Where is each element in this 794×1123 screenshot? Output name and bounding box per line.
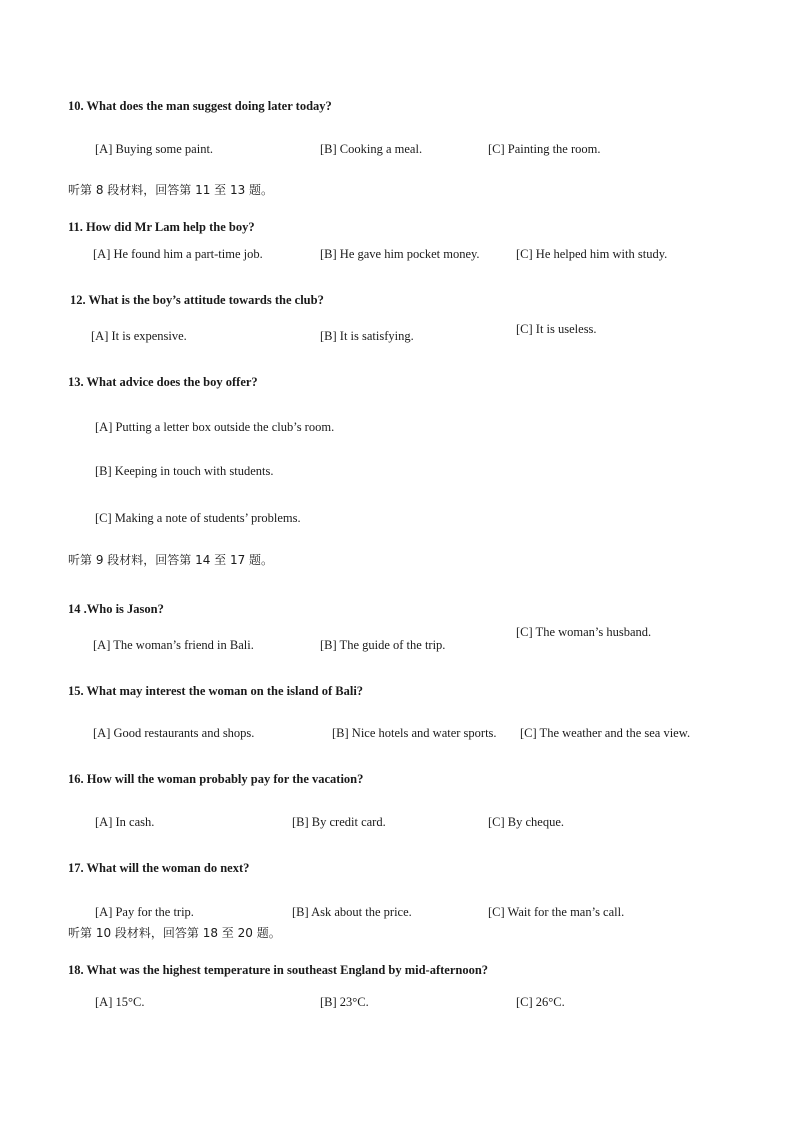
question-10-option-a: [A] Buying some paint.	[95, 142, 214, 156]
question-15-option-b: [B] Nice hotels and water sports.	[332, 726, 497, 740]
question-18-option-a: [A] 15°C.	[95, 995, 145, 1009]
question-10-option-b: [B] Cooking a meal.	[320, 142, 423, 156]
section-10-instruction: 听第 10 段材料，回答第 18 至 20 题。	[68, 926, 281, 940]
question-16-option-c: [C] By cheque.	[488, 815, 565, 829]
question-11-option-a: [A] He found him a part-time job.	[93, 247, 263, 261]
question-16-option-a: [A] In cash.	[95, 815, 155, 829]
question-17-option-b: [B] Ask about the price.	[292, 905, 412, 919]
question-13-option-a: [A] Putting a letter box outside the club’s room.	[95, 420, 335, 434]
question-17-prompt: 17. What will the woman do next?	[68, 861, 250, 875]
question-18-prompt: 18. What was the highest temperature in southeast England by mid-afternoon?	[68, 963, 489, 977]
question-10-prompt: 10. What does the man suggest doing later today?	[68, 99, 332, 113]
question-18-option-c: [C] 26°C.	[516, 995, 565, 1009]
question-15-prompt: 15. What may interest the woman on the island of Bali?	[68, 684, 364, 698]
question-11-prompt: 11. How did Mr Lam help the boy?	[68, 220, 255, 234]
question-12-prompt: 12. What is the boy’s attitude towards the club?	[70, 293, 324, 307]
question-11-option-c: [C] He helped him with study.	[516, 247, 668, 261]
section-8-instruction: 听第 8 段材料，回答第 11 至 13 题。	[68, 183, 274, 197]
question-13-option-c: [C] Making a note of students’ problems.	[95, 511, 301, 525]
question-16-option-b: [B] By credit card.	[292, 815, 386, 829]
question-17-option-a: [A] Pay for the trip.	[95, 905, 194, 919]
question-12-option-c: [C] It is useless.	[516, 322, 597, 336]
section-9-instruction: 听第 9 段材料，回答第 14 至 17 题。	[68, 553, 274, 567]
question-16-prompt: 16. How will the woman probably pay for the vacation?	[68, 772, 364, 786]
question-10-option-c: [C] Painting the room.	[488, 142, 601, 156]
question-13-option-b: [B] Keeping in touch with students.	[95, 464, 274, 478]
question-15-option-a: [A] Good restaurants and shops.	[93, 726, 255, 740]
question-18-option-b: [B] 23°C.	[320, 995, 369, 1009]
question-14-option-b: [B] The guide of the trip.	[320, 638, 446, 652]
question-13-prompt: 13. What advice does the boy offer?	[68, 375, 258, 389]
question-11-option-b: [B] He gave him pocket money.	[320, 247, 480, 261]
question-14-option-a: [A] The woman’s friend in Bali.	[93, 638, 254, 652]
question-14-prompt: 14 .Who is Jason?	[68, 602, 164, 616]
question-14-option-c: [C] The woman’s husband.	[516, 625, 652, 639]
question-12-option-a: [A] It is expensive.	[91, 329, 187, 343]
question-15-option-c: [C] The weather and the sea view.	[520, 726, 691, 740]
question-12-option-b: [B] It is satisfying.	[320, 329, 414, 343]
question-17-option-c: [C] Wait for the man’s call.	[488, 905, 625, 919]
